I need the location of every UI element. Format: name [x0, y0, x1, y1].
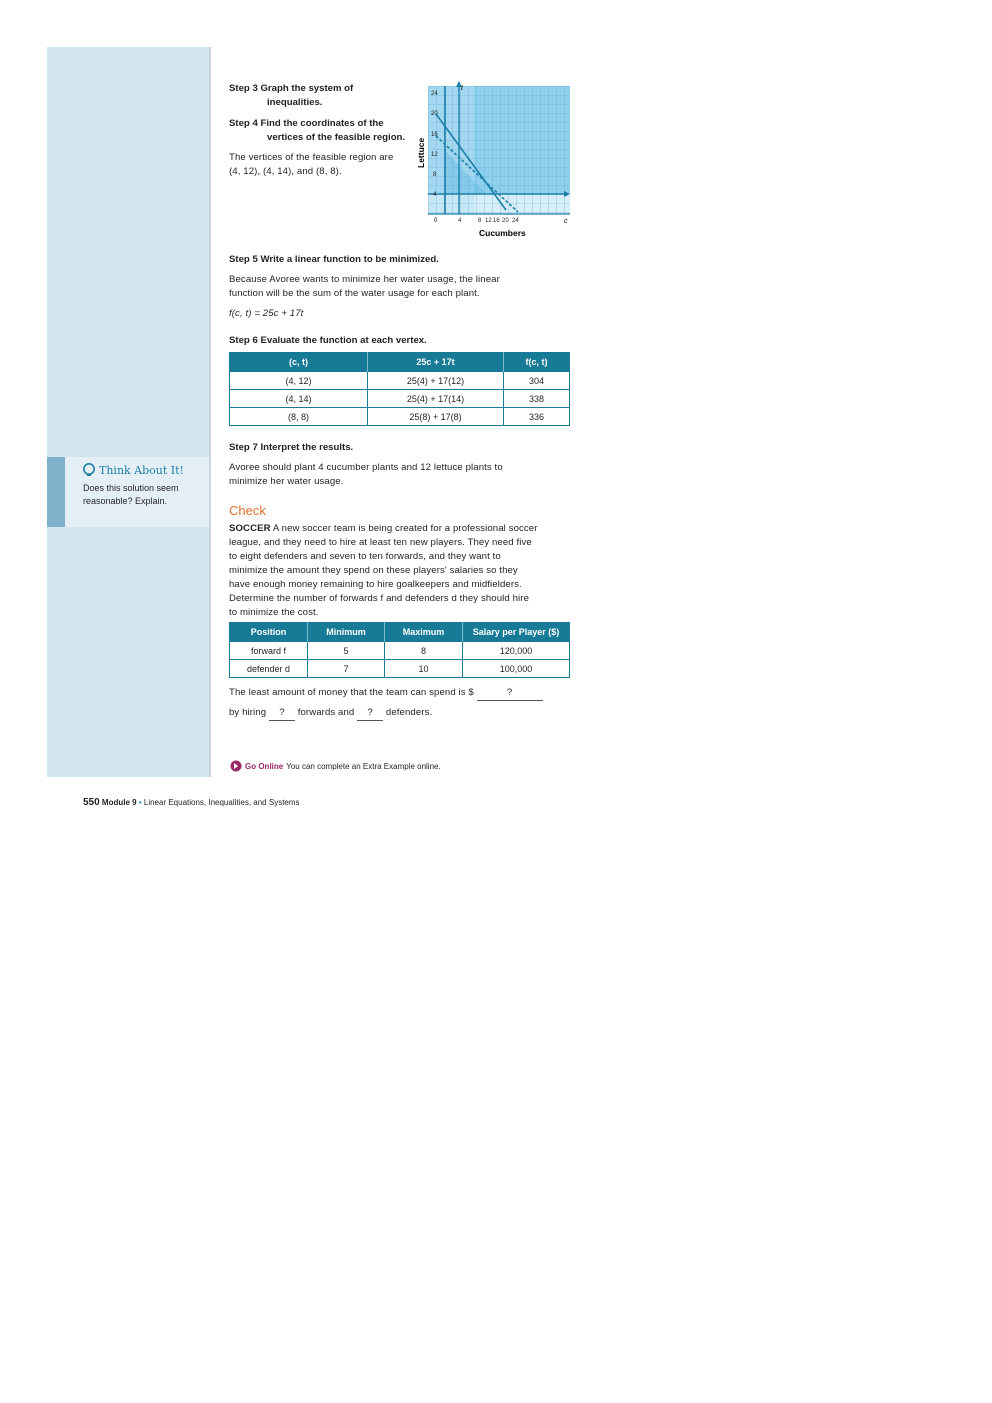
- table-cell: 25(4) + 17(12): [368, 372, 504, 390]
- step-4-heading: [229, 117, 429, 145]
- problem-line: have enough money remaining to hire goalkeepers and midfielders.: [229, 579, 522, 590]
- sidebar: [47, 47, 209, 777]
- footer-bullet: •: [138, 798, 142, 807]
- table-row: [230, 408, 570, 426]
- objective-function: f(c, t) = 25c + 17t: [229, 308, 304, 319]
- table-header: 25c + 17t: [368, 353, 504, 372]
- table-cell: 338: [504, 390, 570, 408]
- table-cell: 10: [385, 660, 463, 678]
- step-5-body-line: function will be the sum of the water usage for each plant.: [229, 288, 480, 299]
- step-5-heading: Step 5 Write a linear function to be minimized.: [229, 254, 439, 265]
- table-row: [230, 660, 570, 678]
- answer-prompt: by hiring: [229, 707, 267, 718]
- origin-label: 0: [434, 218, 438, 224]
- table-cell: 120,000: [463, 642, 570, 660]
- x-axis-label: Cucumbers: [479, 228, 526, 238]
- module-title: Linear Equations, Inequalities, and Systems: [143, 798, 300, 807]
- table-row: [230, 642, 570, 660]
- answer-line-hiring: [229, 706, 574, 721]
- table-cell: forward f: [230, 642, 308, 660]
- table-cell: (4, 14): [230, 390, 368, 408]
- table-header: Minimum: [308, 623, 385, 642]
- forwards-answer-blank[interactable]: ?: [269, 706, 295, 721]
- y-tick-label: 24: [431, 91, 438, 97]
- table-cell: defender d: [230, 660, 308, 678]
- table-header-row: [230, 623, 570, 642]
- x-axis-variable: c: [564, 218, 568, 225]
- defenders-answer-blank[interactable]: ?: [357, 706, 383, 721]
- think-about-it-title: [82, 463, 184, 477]
- think-about-it-accent: [47, 457, 65, 527]
- answer-prompt: forwards and: [297, 707, 355, 718]
- table-header: f(c, t): [504, 353, 570, 372]
- x-tick-label: 16: [493, 218, 500, 224]
- problem-line: to eight defenders and seven to ten forwards, and they want to: [229, 551, 501, 562]
- y-axis-variable: t: [461, 85, 463, 92]
- go-online-label[interactable]: Go Online: [245, 761, 284, 771]
- problem-line: Determine the number of forwards f and defenders d they should hire: [229, 593, 530, 604]
- soccer-position-table: [229, 622, 570, 678]
- cost-answer-blank[interactable]: ?: [477, 686, 543, 701]
- step-3-heading: [229, 82, 429, 110]
- y-tick-label: 4: [433, 192, 437, 198]
- y-axis-label: Lettuce: [416, 137, 426, 168]
- step-3-title: Graph the system of: [260, 83, 354, 94]
- x-tick-label: 20: [502, 218, 509, 224]
- problem-line: minimize the amount they spend on these players' salaries so they: [229, 565, 518, 576]
- answer-line-cost: [229, 686, 574, 701]
- table-cell: 336: [504, 408, 570, 426]
- y-tick-label: 20: [431, 111, 438, 117]
- table-cell: (4, 12): [230, 372, 368, 390]
- problem-topic: SOCCER: [229, 523, 271, 534]
- module-label: Module 9: [101, 798, 137, 807]
- x-tick-label: 24: [512, 218, 519, 224]
- step-4-body-line: (4, 12), (4, 14), and (8, 8).: [229, 166, 342, 177]
- x-tick-label: 8: [478, 218, 482, 224]
- table-row: [230, 390, 570, 408]
- step-7-body: [229, 461, 569, 489]
- table-header: Maximum: [385, 623, 463, 642]
- check-heading: Check: [229, 503, 266, 518]
- vertex-evaluation-table: [229, 352, 570, 426]
- y-tick-label: 16: [431, 132, 438, 138]
- x-tick-label: 4: [458, 218, 462, 224]
- problem-line: A new soccer team is being created for a professional soccer: [272, 523, 538, 534]
- table-cell: 7: [308, 660, 385, 678]
- step-4-body-line: The vertices of the feasible region are: [229, 152, 394, 163]
- table-header: Position: [230, 623, 308, 642]
- table-header: (c, t): [230, 353, 368, 372]
- y-tick-label: 8: [433, 172, 437, 178]
- step-7-body-line: minimize her water usage.: [229, 476, 344, 487]
- table-cell: 25(8) + 17(8): [368, 408, 504, 426]
- check-problem: [229, 522, 574, 620]
- step-4-title: Find the coordinates of the: [260, 118, 384, 129]
- think-about-it-prompt: Does this solution seem reasonable? Explain.: [83, 483, 179, 506]
- x-tick-label: 12: [485, 218, 492, 224]
- y-tick-label: 12: [431, 152, 438, 158]
- lightbulb-icon: [82, 463, 96, 477]
- table-cell: 5: [308, 642, 385, 660]
- table-cell: 8: [385, 642, 463, 660]
- page-number: 550: [83, 797, 100, 808]
- step-7-heading: Step 7 Interpret the results.: [229, 442, 354, 453]
- step-4-title-cont: vertices of the feasible region.: [267, 132, 406, 143]
- go-online-note[interactable]: [230, 760, 441, 772]
- go-online-icon: [230, 760, 242, 772]
- table-cell: 25(4) + 17(14): [368, 390, 504, 408]
- page-footer: [83, 797, 300, 808]
- table-header-row: [230, 353, 570, 372]
- table-header: Salary per Player ($): [463, 623, 570, 642]
- answer-prompt: The least amount of money that the team can spend is $: [229, 687, 474, 698]
- problem-line: to minimize the cost.: [229, 607, 319, 618]
- step-3-number: Step 3: [229, 83, 258, 94]
- step-4-number: Step 4: [229, 118, 258, 129]
- step-5-body: [229, 273, 569, 301]
- step-7-body-line: Avoree should plant 4 cucumber plants and 12 lettuce plants to: [229, 462, 503, 473]
- table-row: [230, 372, 570, 390]
- step-4-body: [229, 151, 419, 179]
- answer-prompt: defenders.: [385, 707, 433, 718]
- step-6-heading: Step 6 Evaluate the function at each vertex.: [229, 335, 427, 346]
- step-5-body-line: Because Avoree wants to minimize her water usage, the linear: [229, 274, 500, 285]
- think-about-it-label: Think About It!: [99, 463, 184, 477]
- table-cell: 100,000: [463, 660, 570, 678]
- table-cell: (8, 8): [230, 408, 368, 426]
- go-online-text: You can complete an Extra Example online.: [286, 761, 441, 771]
- sidebar-divider: [209, 47, 211, 777]
- problem-line: league, and they need to hire at least ten new players. They need five: [229, 537, 532, 548]
- table-cell: 304: [504, 372, 570, 390]
- step-3-title-cont: inequalities.: [267, 97, 323, 108]
- feasible-region-graph: [414, 78, 576, 242]
